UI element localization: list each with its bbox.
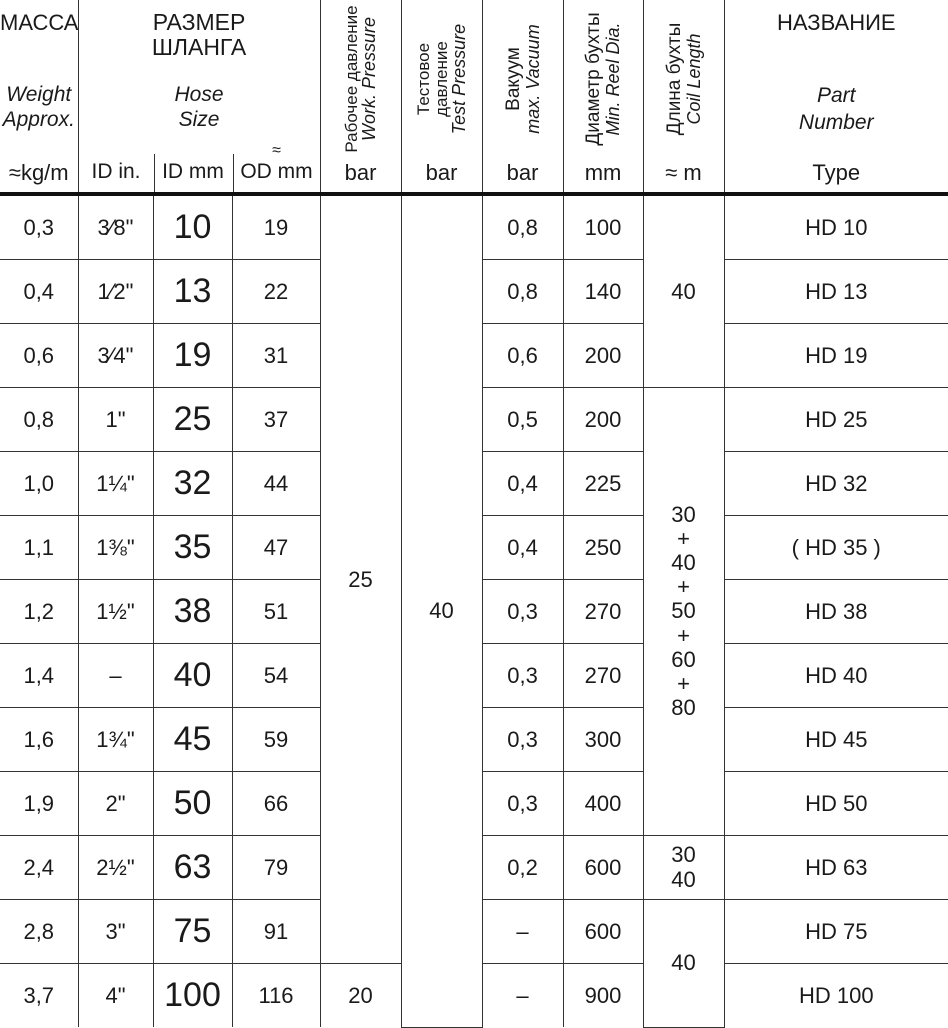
header-work-pressure-unit: bar bbox=[344, 160, 377, 185]
work-pressure-cell: 25 bbox=[320, 194, 401, 964]
type-cell: HD 19 bbox=[724, 324, 948, 388]
header-coil-ru: Длина бухты bbox=[663, 22, 685, 136]
od-mm-cell: 54 bbox=[232, 644, 320, 708]
id-mm-cell: 50 bbox=[153, 772, 232, 836]
reel-cell: 900 bbox=[563, 964, 643, 1028]
reel-cell: 100 bbox=[563, 194, 643, 260]
header-coil bbox=[643, 0, 724, 194]
od-mm-cell: 51 bbox=[232, 580, 320, 644]
work-pressure-cell: 20 bbox=[320, 964, 401, 1028]
header-od-mm: OD mm bbox=[240, 160, 313, 183]
header-hose-size bbox=[78, 0, 320, 194]
header-test-pressure bbox=[401, 0, 482, 194]
header-reel-unit: mm bbox=[584, 160, 622, 185]
reel-cell: 250 bbox=[563, 516, 643, 580]
header-work-pressure-en: Work. Pressure bbox=[358, 16, 379, 142]
weight-cell: 0,4 bbox=[0, 260, 78, 324]
od-mm-cell: 59 bbox=[232, 708, 320, 772]
weight-cell: 1,6 bbox=[0, 708, 78, 772]
coil-length-cell: 30 40 bbox=[643, 836, 724, 900]
type-cell: HD 40 bbox=[724, 644, 948, 708]
od-mm-cell: 19 bbox=[232, 194, 320, 260]
id-mm-cell: 45 bbox=[153, 708, 232, 772]
id-mm-cell: 100 bbox=[153, 964, 232, 1028]
test-pressure-cell: 40 bbox=[401, 194, 482, 1027]
vacuum-cell: – bbox=[482, 900, 563, 964]
header-name-en: Part Number bbox=[798, 84, 874, 135]
id-in-cell: 1½" bbox=[78, 580, 153, 644]
type-cell: HD 75 bbox=[724, 900, 948, 964]
od-mm-cell: 31 bbox=[232, 324, 320, 388]
vacuum-cell: 0,3 bbox=[482, 644, 563, 708]
id-in-cell: 2½" bbox=[78, 836, 153, 900]
reel-cell: 270 bbox=[563, 580, 643, 644]
coil-length-cell: 30 + 40 + 50 + 60 + 80 bbox=[643, 388, 724, 836]
id-mm-cell: 10 bbox=[153, 194, 232, 260]
type-cell: HD 10 bbox=[724, 194, 948, 260]
id-mm-cell: 25 bbox=[153, 388, 232, 452]
table-row bbox=[0, 194, 948, 260]
type-cell: HD 100 bbox=[724, 964, 948, 1028]
header-reel bbox=[563, 0, 643, 194]
header-coil-en: Coil Length bbox=[683, 33, 704, 125]
weight-cell: 0,8 bbox=[0, 388, 78, 452]
header-coil-unit: ≈ m bbox=[665, 160, 702, 185]
header-work-pressure bbox=[320, 0, 401, 194]
id-in-cell: 1" bbox=[78, 388, 153, 452]
header-weight bbox=[0, 0, 78, 194]
od-mm-cell: 66 bbox=[232, 772, 320, 836]
header-weight-unit: ≈kg/m bbox=[8, 160, 69, 185]
vacuum-cell: 0,2 bbox=[482, 836, 563, 900]
weight-cell: 1,2 bbox=[0, 580, 78, 644]
header-coil-text bbox=[649, 4, 719, 154]
header-test-pressure-en: Test Pressure bbox=[448, 23, 469, 135]
header-hose-ru: РАЗМЕР ШЛАНГА bbox=[151, 9, 247, 61]
od-mm-cell: 44 bbox=[232, 452, 320, 516]
reel-cell: 400 bbox=[563, 772, 643, 836]
od-mm-cell: 91 bbox=[232, 900, 320, 964]
vacuum-cell: 0,3 bbox=[482, 580, 563, 644]
weight-cell: 1,4 bbox=[0, 644, 78, 708]
weight-cell: 2,4 bbox=[0, 836, 78, 900]
weight-cell: 2,8 bbox=[0, 900, 78, 964]
header-test-pressure-text bbox=[407, 4, 477, 154]
vacuum-cell: 0,4 bbox=[482, 516, 563, 580]
header-reel-en: Min. Reel Dia. bbox=[602, 22, 623, 136]
header-id-in: ID in. bbox=[91, 160, 141, 183]
coil-length-cell: 40 bbox=[643, 194, 724, 388]
reel-cell: 600 bbox=[563, 836, 643, 900]
type-cell: HD 63 bbox=[724, 836, 948, 900]
vacuum-cell: – bbox=[482, 964, 563, 1028]
header-weight-ru: МАССА bbox=[0, 10, 78, 35]
header-work-pressure-ru: Рабочее давление bbox=[341, 5, 361, 153]
header-weight-en: Weight Approx. bbox=[2, 83, 75, 132]
type-cell: HD 25 bbox=[724, 388, 948, 452]
header-name bbox=[724, 0, 948, 194]
od-mm-cell: 47 bbox=[232, 516, 320, 580]
id-mm-cell: 32 bbox=[153, 452, 232, 516]
type-cell: HD 50 bbox=[724, 772, 948, 836]
id-in-cell: – bbox=[78, 644, 153, 708]
od-mm-cell: 116 bbox=[232, 964, 320, 1028]
reel-cell: 600 bbox=[563, 900, 643, 964]
id-mm-cell: 13 bbox=[153, 260, 232, 324]
vacuum-cell: 0,8 bbox=[482, 260, 563, 324]
header-vacuum bbox=[482, 0, 563, 194]
type-cell: HD 32 bbox=[724, 452, 948, 516]
header-row bbox=[0, 0, 948, 194]
header-vacuum-text bbox=[488, 4, 558, 154]
type-cell: ( HD 35 ) bbox=[724, 516, 948, 580]
weight-cell: 1,1 bbox=[0, 516, 78, 580]
od-mm-cell: 79 bbox=[232, 836, 320, 900]
od-mm-cell: 22 bbox=[232, 260, 320, 324]
header-test-pressure-unit: bar bbox=[425, 160, 458, 185]
reel-cell: 140 bbox=[563, 260, 643, 324]
header-id-mm: ID mm bbox=[162, 160, 224, 183]
header-od-approx: ≈ bbox=[272, 142, 281, 159]
id-in-cell: 2" bbox=[78, 772, 153, 836]
weight-cell: 3,7 bbox=[23, 982, 55, 1008]
id-mm-cell: 40 bbox=[153, 644, 232, 708]
id-in-cell: 3⁄4" bbox=[78, 324, 153, 388]
reel-cell: 270 bbox=[563, 644, 643, 708]
reel-cell: 300 bbox=[563, 708, 643, 772]
type-cell: HD 38 bbox=[724, 580, 948, 644]
id-mm-cell: 38 bbox=[153, 580, 232, 644]
type-cell: HD 45 bbox=[724, 708, 948, 772]
header-name-ru: НАЗВАНИЕ bbox=[776, 10, 896, 35]
vacuum-cell: 0,3 bbox=[482, 708, 563, 772]
id-in-cell: 4" bbox=[78, 964, 153, 1028]
header-hose-en: Hose Size bbox=[174, 83, 224, 132]
vacuum-cell: 0,4 bbox=[482, 452, 563, 516]
vacuum-cell: 0,8 bbox=[482, 194, 563, 260]
weight-cell: 0,6 bbox=[0, 324, 78, 388]
header-vacuum-en: max. Vacuum bbox=[522, 24, 543, 134]
id-mm-cell: 19 bbox=[153, 324, 232, 388]
weight-cell: 1,9 bbox=[0, 772, 78, 836]
id-in-cell: 3" bbox=[78, 900, 153, 964]
weight-cell: 1,0 bbox=[0, 452, 78, 516]
id-mm-cell: 63 bbox=[153, 836, 232, 900]
coil-length-cell: 40 bbox=[643, 900, 724, 1028]
header-reel-ru: Диаметр бухты bbox=[582, 12, 604, 146]
weight-cell: 0,3 bbox=[0, 194, 78, 260]
vacuum-cell: 0,6 bbox=[482, 324, 563, 388]
header-name-unit: Type bbox=[812, 160, 861, 185]
header-vacuum-ru: Вакуум bbox=[502, 47, 524, 111]
reel-cell: 200 bbox=[563, 388, 643, 452]
reel-cell: 225 bbox=[563, 452, 643, 516]
header-test-pressure-ru: Тестовое давление bbox=[413, 41, 451, 117]
vacuum-cell: 0,3 bbox=[482, 772, 563, 836]
header-work-pressure-text bbox=[326, 4, 396, 154]
id-in-cell: 1⅜" bbox=[78, 516, 153, 580]
id-in-cell: 1¼" bbox=[78, 452, 153, 516]
header-vacuum-unit: bar bbox=[506, 160, 539, 185]
reel-cell: 200 bbox=[563, 324, 643, 388]
od-mm-cell: 37 bbox=[232, 388, 320, 452]
id-mm-cell: 75 bbox=[153, 900, 232, 964]
vacuum-cell: 0,5 bbox=[482, 388, 563, 452]
id-in-cell: 1⁄2" bbox=[78, 260, 153, 324]
id-mm-cell: 35 bbox=[153, 516, 232, 580]
id-in-cell: 1¾" bbox=[78, 708, 153, 772]
id-in-cell: 3⁄8" bbox=[78, 194, 153, 260]
header-reel-text bbox=[568, 4, 638, 154]
type-cell: HD 13 bbox=[724, 260, 948, 324]
